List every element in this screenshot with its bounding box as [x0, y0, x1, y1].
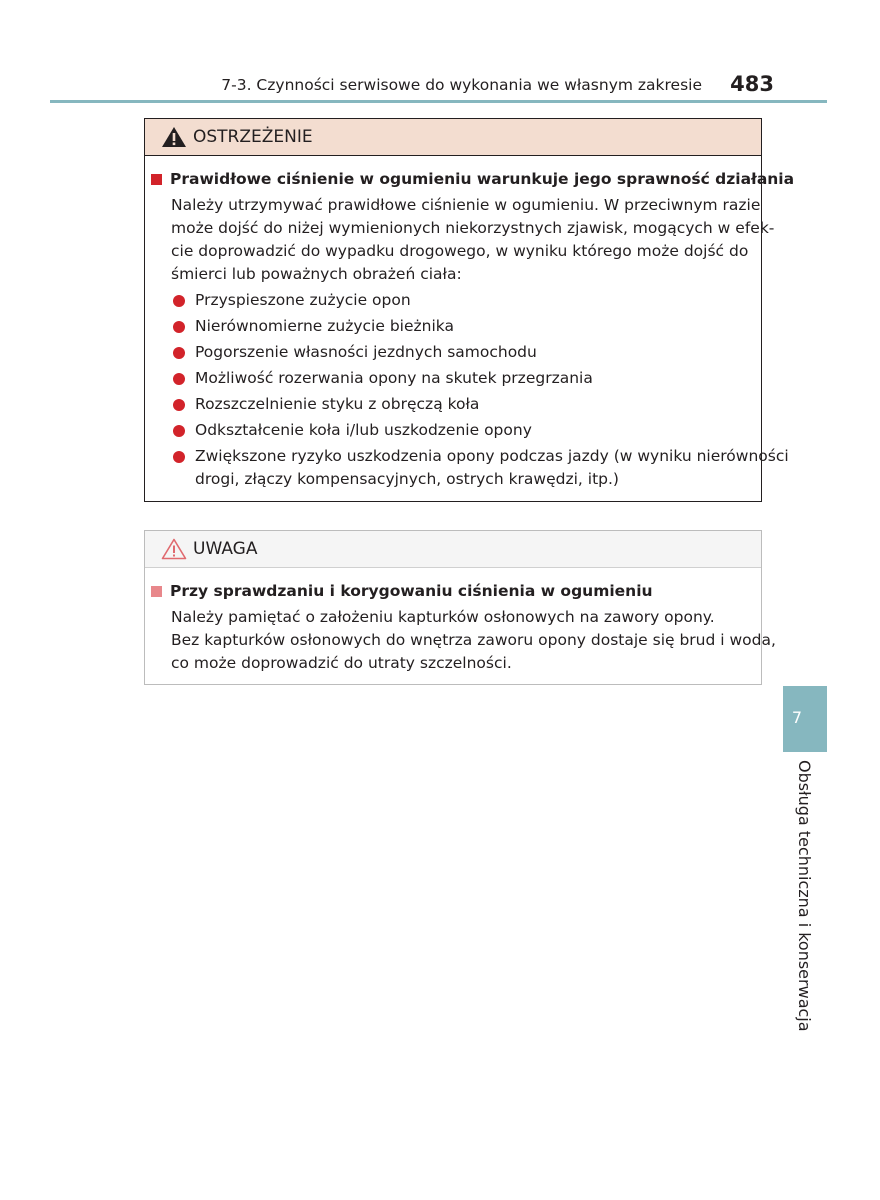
- bullet-dot-icon: [173, 321, 185, 333]
- list-item: [171, 445, 789, 491]
- page-number: 483: [730, 72, 774, 96]
- chapter-tab: [783, 686, 827, 752]
- warning-heading: OSTRZEŻENIE: [193, 127, 313, 147]
- paragraph-line: Należy pamiętać o założeniu kapturków osłonowych na zawory opony.: [171, 608, 715, 626]
- warning-box: [144, 118, 795, 502]
- bullet-dot-icon: [173, 373, 185, 385]
- header-divider: [50, 100, 827, 103]
- notice-body: [145, 568, 776, 675]
- notice-section-title: [151, 582, 749, 600]
- warning-section-title: [151, 170, 795, 188]
- chapter-title-vertical: Obsługa techniczna i konserwacja: [795, 760, 814, 1032]
- pink-square-marker-icon: [151, 586, 162, 597]
- warning-box-header: [145, 119, 761, 156]
- red-square-marker-icon: [151, 174, 162, 185]
- warning-body: [145, 156, 795, 491]
- paragraph-line: co może doprowadzić do utraty szczelności.: [171, 654, 512, 672]
- list-item: [171, 367, 749, 390]
- paragraph-line: Bez kapturków osłonowych do wnętrza zaworu opony dostaje się brud i woda,: [171, 631, 776, 649]
- notice-heading: UWAGA: [193, 539, 258, 559]
- list-item-text: Rozszczelnienie styku z obręczą koła: [195, 395, 480, 413]
- chapter-number: 7: [791, 708, 803, 727]
- paragraph-line: śmierci lub poważnych obrażeń ciała:: [171, 265, 462, 283]
- paragraph-line: może dojść do niżej wymienionych niekorzystnych zjawisk, mogących w efek-: [171, 219, 775, 237]
- notice-box-header: [145, 531, 761, 568]
- bullet-dot-icon: [173, 347, 185, 359]
- warning-triangle-icon: [161, 126, 187, 148]
- caution-triangle-outline-icon: [161, 538, 187, 560]
- list-item: [171, 393, 749, 416]
- list-item-text: Odkształcenie koła i/lub uszkodzenie opony: [195, 421, 532, 439]
- list-item-text: Możliwość rozerwania opony na skutek przegrzania: [195, 369, 593, 387]
- bullet-dot-icon: [173, 451, 185, 463]
- notice-paragraph: [171, 606, 776, 675]
- list-item-text: Pogorszenie własności jezdnych samochodu: [195, 343, 537, 361]
- bullet-dot-icon: [173, 425, 185, 437]
- bullet-dot-icon: [173, 399, 185, 411]
- list-item: [171, 315, 749, 338]
- paragraph-line: Należy utrzymywać prawidłowe ciśnienie w ogumieniu. W przeciwnym razie: [171, 196, 761, 214]
- warning-paragraph: [171, 194, 775, 286]
- bullet-dot-icon: [173, 295, 185, 307]
- warning-bullet-list: [171, 289, 789, 491]
- section-title-header: 7-3. Czynności serwisowe do wykonania we własnym zakresie: [221, 76, 702, 94]
- notice-section-title-text: Przy sprawdzaniu i korygowaniu ciśnienia w ogumieniu: [170, 582, 653, 600]
- list-item-text: Nierównomierne zużycie bieżnika: [195, 317, 454, 335]
- list-item-text: drogi, złączy kompensacyjnych, ostrych krawędzi, itp.): [195, 470, 619, 488]
- list-item: [171, 341, 749, 364]
- list-item: [171, 419, 749, 442]
- list-item-text: Przyspieszone zużycie opon: [195, 291, 411, 309]
- warning-section-title-text: Prawidłowe ciśnienie w ogumieniu warunkuje jego sprawność działania: [170, 170, 795, 188]
- notice-box: [144, 530, 776, 685]
- paragraph-line: cie doprowadzić do wypadku drogowego, w wyniku którego może dojść do: [171, 242, 749, 260]
- list-item-text: Zwiększone ryzyko uszkodzenia opony podczas jazdy (w wyniku nierówności: [195, 447, 789, 465]
- list-item: [171, 289, 749, 312]
